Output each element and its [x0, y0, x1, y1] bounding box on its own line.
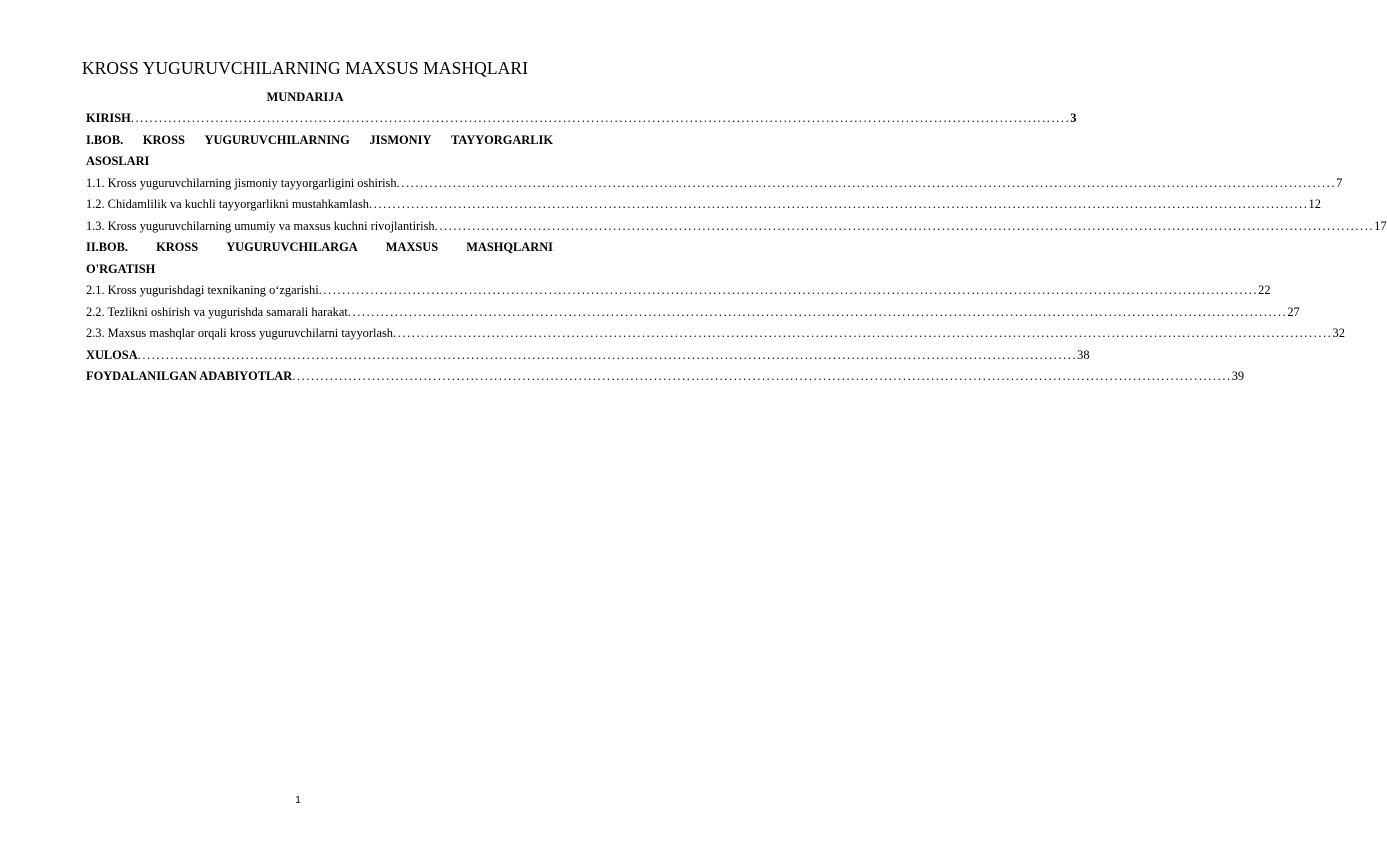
- toc-entry-label: 2.1. Kross yugurishdagi texnikaning o‘zgarishi: [86, 283, 319, 297]
- page-number: 1: [295, 795, 301, 806]
- toc-entry-label: XULOSA: [86, 347, 138, 362]
- toc-entry-kirish[interactable]: [86, 108, 1077, 130]
- toc-leader-dots: ........................................................................................................................................................................................................: [347, 304, 1288, 319]
- toc-entry-label: FOYDALANILGAN ADABIYOTLAR: [86, 369, 293, 383]
- toc-chapter-word: I.BOB.: [86, 132, 124, 147]
- toc-heading: MUNDARIJA: [266, 90, 344, 104]
- table-of-contents: [86, 108, 1387, 388]
- toc-chapter-word: MAXSUS: [385, 240, 439, 254]
- toc-chapter-line2: O'RGATISH: [86, 261, 156, 276]
- toc-leader-dots: ........................................................................................................................................................................................................: [318, 283, 1259, 297]
- toc-chapter-word: YUGURUVCHILARNING: [204, 132, 350, 147]
- toc-chapter-word: JISMONIY: [369, 132, 432, 147]
- toc-entry-page: 38: [1077, 347, 1090, 362]
- toc-entry-label: 1.1. Kross yuguruvchilarning jismoniy tayyorgarligini oshirish: [86, 175, 397, 190]
- toc-leader-dots: ........................................................................................................................................................................................................: [392, 326, 1333, 340]
- toc-leader-dots: ........................................................................................................................................................................................................: [130, 111, 1071, 125]
- toc-chapter-word: II.BOB.: [86, 240, 129, 254]
- toc-entry-1-2[interactable]: [86, 194, 1321, 216]
- document-title: KROSS YUGURUVCHILARNING MAXSUS MASHQLARI: [81, 58, 529, 78]
- toc-entry-label: 1.2. Chidamlilik va kuchli tayyorgarlikni mustahkamlash: [86, 197, 369, 211]
- toc-entry-page: 32: [1332, 326, 1345, 340]
- toc-entry-page: 12: [1308, 197, 1321, 211]
- toc-leader-dots: ........................................................................................................................................................................................................: [292, 369, 1232, 383]
- toc-entry-label: 2.2. Tezlikni oshirish va yugurishda samarali harakat: [86, 304, 348, 319]
- toc-entry-page: 39: [1231, 369, 1245, 383]
- toc-chapter-word: YUGURUVCHILARGA: [226, 240, 358, 254]
- toc-entry-2-2[interactable]: [86, 302, 1300, 324]
- toc-entry-label: 1.3. Kross yuguruvchilarning umumiy va maxsus kuchni rivojlantirish: [86, 218, 435, 233]
- toc-entry-1-1[interactable]: [86, 173, 1343, 195]
- toc-entry-2-1[interactable]: [86, 280, 1271, 302]
- toc-entry-2-3[interactable]: [86, 323, 1345, 345]
- toc-leader-dots: ........................................................................................................................................................................................................: [434, 218, 1375, 233]
- toc-entry-xulosa[interactable]: [86, 345, 1090, 367]
- toc-entry-page: 27: [1287, 304, 1300, 319]
- toc-chapter-word: TAYYORGARLIK: [451, 132, 553, 147]
- toc-entry-label: 2.3. Maxsus mashqlar orqali kross yuguruvchilarni tayyorlash: [86, 326, 393, 340]
- toc-chapter-line2: ASOSLARI: [86, 154, 150, 168]
- toc-entry-page: 17: [1374, 218, 1387, 233]
- toc-leader-dots: ........................................................................................................................................................................................................: [369, 197, 1309, 211]
- toc-leader-dots: ........................................................................................................................................................................................................: [137, 347, 1078, 362]
- toc-entry-page: 22: [1258, 283, 1271, 297]
- toc-entry-1-3[interactable]: [86, 216, 1387, 238]
- toc-leader-dots: ........................................................................................................................................................................................................: [396, 175, 1337, 190]
- toc-chapter-word: KROSS: [142, 132, 185, 147]
- toc-entry-label: KIRISH: [86, 111, 131, 125]
- toc-entry-page: 7: [1336, 175, 1343, 190]
- toc-entry-adabiyotlar[interactable]: [86, 366, 1245, 388]
- toc-entry-chapter-2[interactable]: [86, 237, 553, 280]
- toc-entry-chapter-1[interactable]: [86, 130, 553, 173]
- toc-chapter-word: MASHQLARNI: [466, 240, 553, 254]
- toc-entry-page: 3: [1070, 111, 1077, 125]
- toc-chapter-word: KROSS: [156, 240, 199, 254]
